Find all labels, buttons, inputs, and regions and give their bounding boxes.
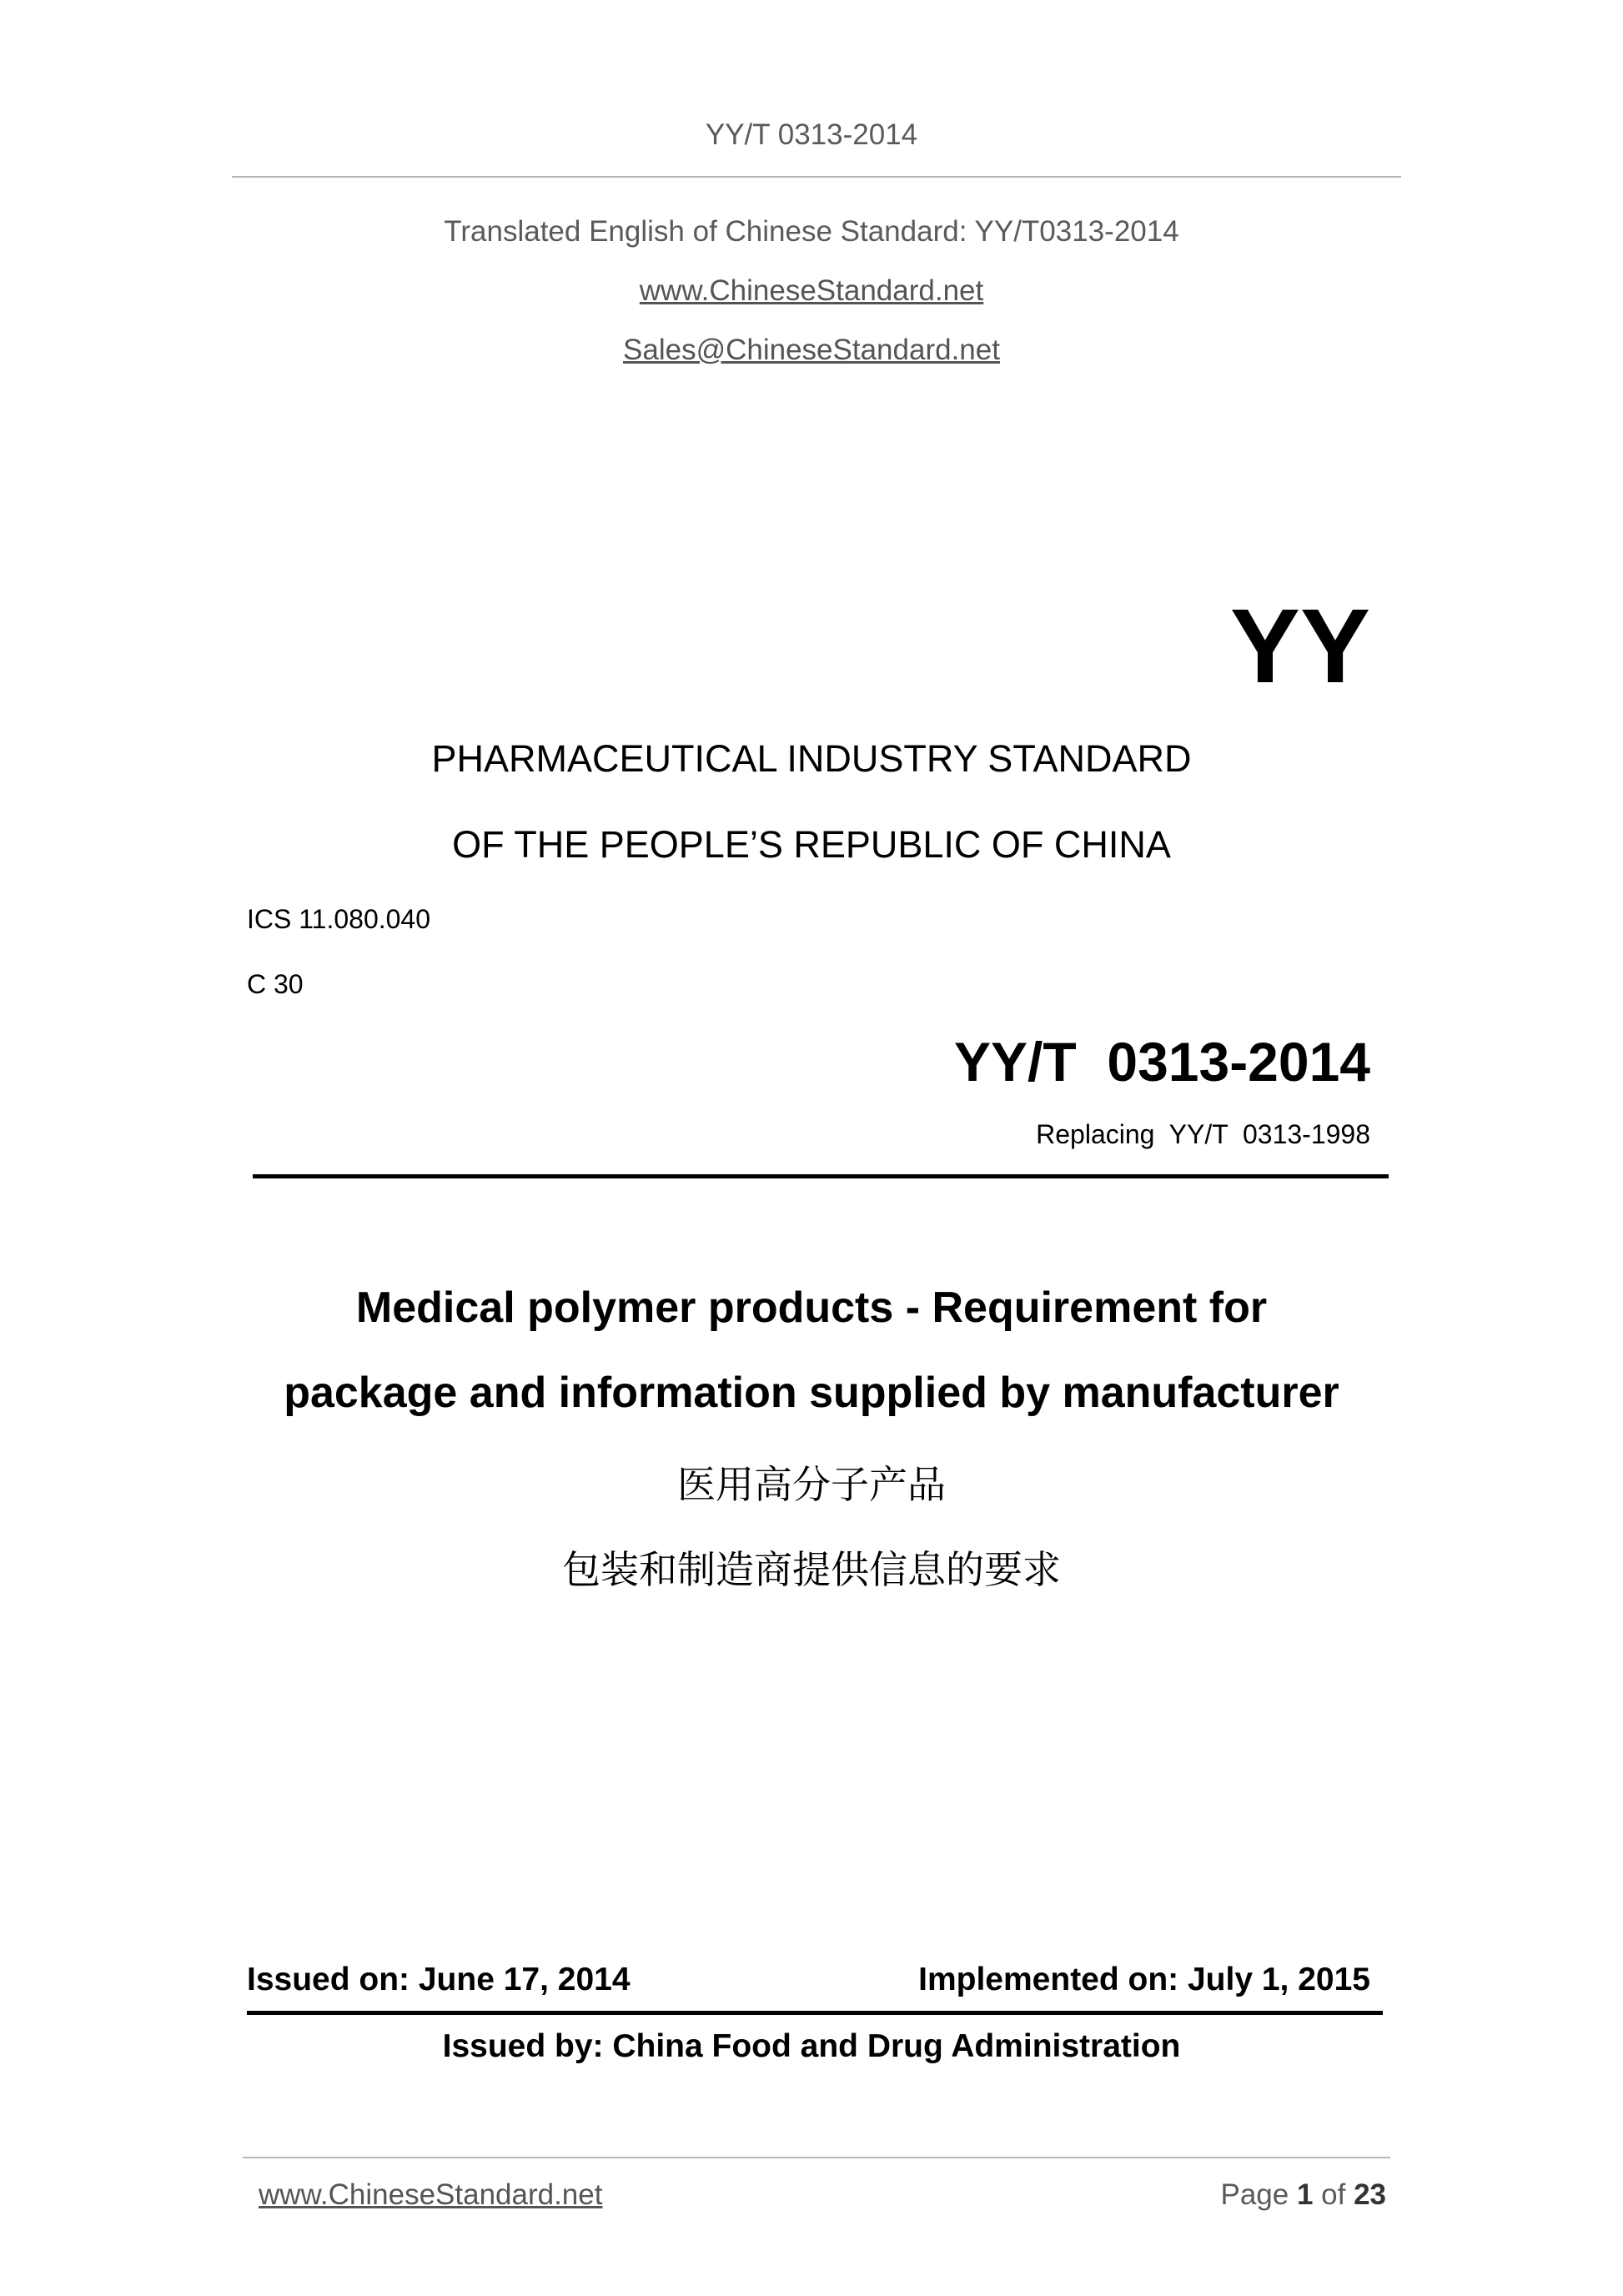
- standard-number: YY/T 0313-2014: [954, 1031, 1370, 1093]
- page-of: of: [1313, 2178, 1354, 2211]
- standard-mark: YY: [1229, 587, 1370, 705]
- title-english-line-1: Medical polymer products - Requirement for: [355, 1284, 1268, 1332]
- page-prefix: Page: [1220, 2178, 1297, 2211]
- dates-divider: [247, 2011, 1383, 2015]
- ccs-code: C 30: [247, 969, 304, 999]
- title-english-line-2: package and information supplied by manufacturer: [284, 1369, 1339, 1417]
- translated-notice: Translated English of Chinese Standard: YY/T0313-2014: [444, 215, 1179, 248]
- authority-line-2: OF THE PEOPLE’S REPUBLIC OF CHINA: [452, 823, 1171, 866]
- implemented-date: Implemented on: July 1, 2015: [918, 1962, 1370, 1997]
- email-line: [0, 334, 1623, 367]
- footer-website-link[interactable]: www.ChineseStandard.net: [259, 2178, 603, 2211]
- title-chinese-line-2: 包装和制造商提供信息的要求: [562, 1547, 1061, 1592]
- footer-divider: [243, 2157, 1390, 2158]
- website-line: [0, 274, 1623, 308]
- number-divider: [253, 1174, 1389, 1178]
- ics-code: ICS 11.080.040: [247, 904, 431, 934]
- authority-line-1: PHARMACEUTICAL INDUSTRY STANDARD: [431, 737, 1192, 780]
- issuing-authority: Issued by: China Food and Drug Administration: [442, 2028, 1181, 2064]
- footer-website: [259, 2178, 602, 2212]
- title-chinese-line-1: 医用高分子产品: [677, 1462, 946, 1507]
- page-current: 1: [1296, 2178, 1314, 2211]
- page-indicator: [1220, 2178, 1386, 2212]
- header-divider: [232, 176, 1401, 178]
- page-total: 23: [1354, 2178, 1386, 2211]
- website-link[interactable]: www.ChineseStandard.net: [639, 274, 984, 307]
- issued-date: Issued on: June 17, 2014: [247, 1962, 631, 1997]
- running-header: YY/T 0313-2014: [705, 118, 918, 151]
- email-link[interactable]: Sales@ChineseStandard.net: [623, 334, 1000, 366]
- replacing-note: Replacing YY/T 0313-1998: [1036, 1119, 1370, 1149]
